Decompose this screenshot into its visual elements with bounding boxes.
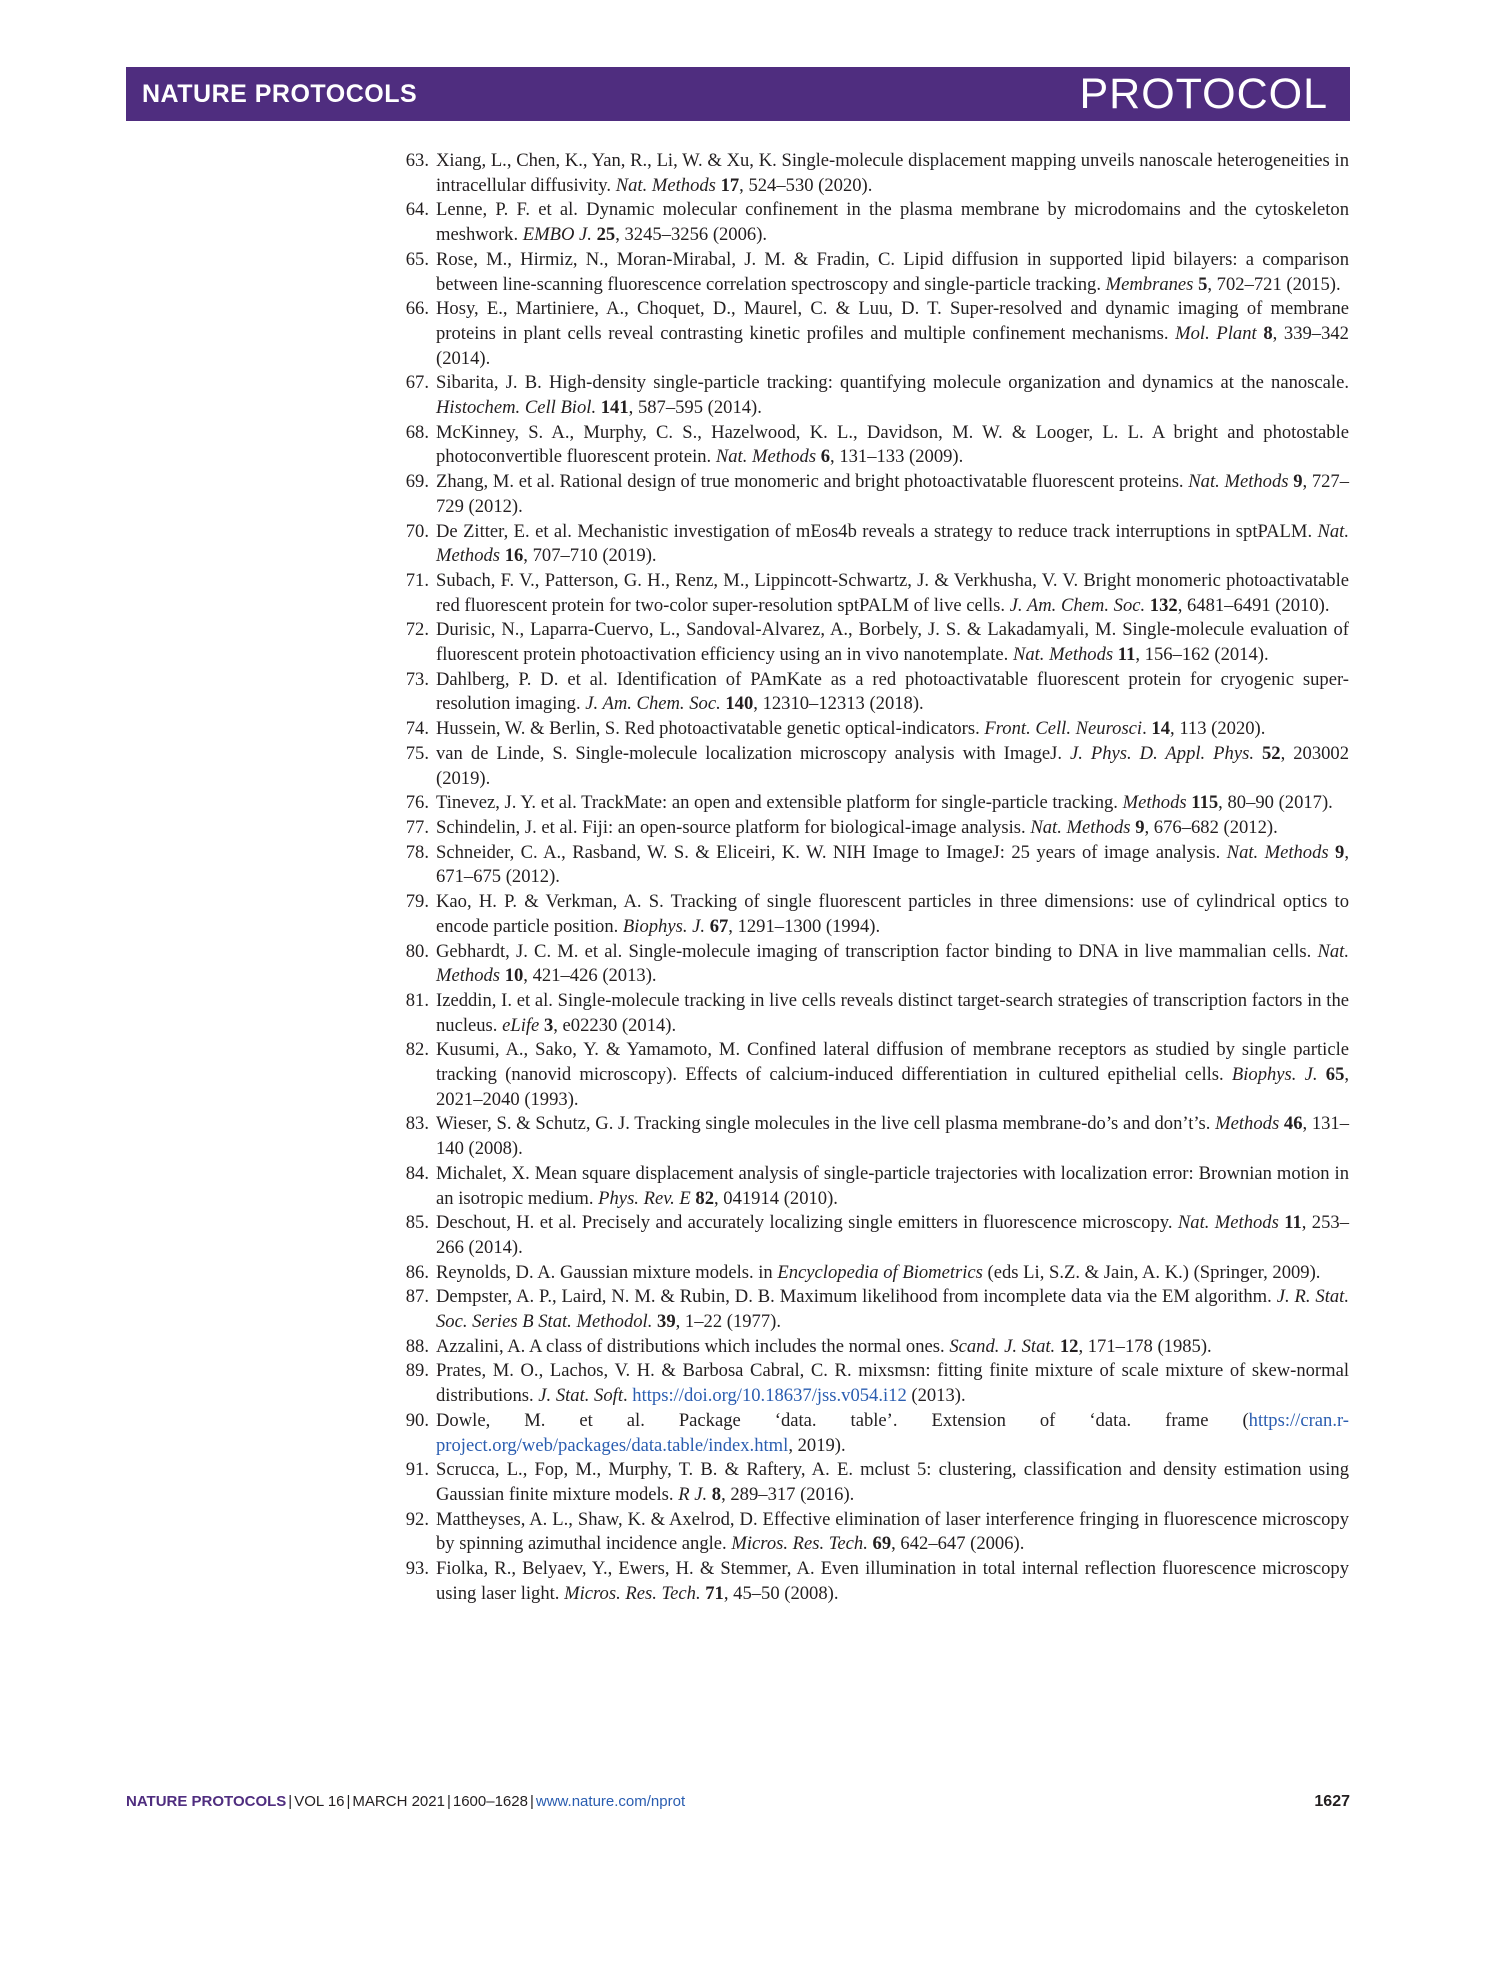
journal-title: Nat. Methods [1177,1212,1279,1234]
reference-text: , 587–595 (2014). [628,397,762,419]
reference-number: 68. [405,421,429,443]
reference-number: 92. [405,1508,429,1530]
reference-text: Hussein, W. & Berlin, S. Red photoactivatable genetic optical-indicators. [436,718,985,740]
volume-number: 52 [1261,742,1281,764]
journal-title: Membranes [1105,273,1194,295]
volume-number: 25 [596,224,616,246]
volume-number: 8 [1263,322,1273,344]
journal-title: Micros. Res. Tech. [731,1533,868,1555]
reference-text: , 1–22 (1977). [675,1311,781,1333]
volume-number: 11 [1284,1212,1302,1234]
reference-text: Kao, H. P. & Verkman, A. S. Tracking of single fluorescent particles in three dimensions: use of cylindrical optics to encode particle position. [436,891,1349,937]
reference-text: (eds Li, S.Z. & Jain, A. K.) (Springer, 2009). [982,1261,1321,1283]
reference-number: 84. [405,1162,429,1184]
reference-number: 70. [405,520,429,542]
reference-text: Xiang, L., Chen, K., Yan, R., Li, W. & Xu, K. Single-molecule displacement mapping unveils nanoscale heterogeneities in intracellular diffusivity. [436,150,1349,196]
journal-title: Scand. J. Stat. [949,1335,1056,1357]
reference-item [396,1508,1349,1557]
reference-text: Gebhardt, J. C. M. et al. Single-molecule imaging of transcription factor binding to DNA in live mammalian cells. [436,940,1318,962]
reference-text: Azzalini, A. A class of distributions which includes the normal ones. [436,1335,950,1357]
reference-text: , 80–90 (2017). [1218,792,1333,814]
section-label: PROTOCOL [1079,69,1328,118]
reference-item [396,421,1349,470]
reference-number: 76. [405,792,429,814]
reference-text: , 339–342 (2014). [436,322,1349,369]
reference-text: Michalet, X. Mean square displacement analysis of single-particle trajectories with localization error: Brownian motion in an isotropic medium. [436,1162,1349,1209]
volume-number: 10 [504,965,524,987]
reference-number: 87. [405,1286,429,1308]
reference-number: 72. [405,619,429,641]
reference-text: Prates, M. O., Lachos, V. H. & Barbosa Cabral, C. R. mixsmsn: fitting finite mixture of scale mixture of skew-normal distributions. [436,1360,1349,1407]
reference-link[interactable]: https://cran.r-project.org/web/packages/data.table/index.html [436,1409,1349,1456]
volume-number: 141 [600,397,629,419]
reference-number: 90. [405,1409,429,1431]
reference-text: van de Linde, S. Single-molecule localization microscopy analysis with ImageJ. [436,742,1070,764]
volume-number: 69 [872,1533,892,1555]
reference-text: Schindelin, J. et al. Fiji: an open-source platform for biological-image analysis. [436,816,1031,838]
reference-text: Durisic, N., Laparra-Cuervo, L., Sandoval-Alvarez, A., Borbely, J. S. & Lakadamyali, M. Single-molecule evaluation of fluorescent protein photoactivation efficiency using an in vivo nanotemplate. [436,619,1349,666]
reference-number: 75. [405,742,429,764]
volume-number: 9 [1135,816,1145,838]
reference-text [1318,1064,1326,1085]
volume-number: 82 [695,1187,714,1209]
reference-number: 63. [405,150,429,171]
footer-separator: | [446,1793,451,1810]
journal-title: J. Phys. D. Appl. Phys. [1070,742,1254,764]
reference-text: , 421–426 (2013). [523,965,657,987]
reference-item [396,1261,1349,1286]
reference-text: , 727–729 (2012). [436,471,1350,517]
volume-number: 115 [1191,792,1219,814]
journal-title: Nat. Methods [436,520,1349,567]
volume-number: 11 [1117,644,1136,666]
reference-item [396,1285,1349,1334]
reference-number: 81. [405,989,429,1011]
reference-text: Schneider, C. A., Rasband, W. S. & Eliceiri, K. W. NIH Image to ImageJ: 25 years of image analysis. [436,841,1227,863]
journal-title: Biophys. J. [1231,1064,1318,1086]
reference-item [396,198,1349,247]
reference-number: 85. [405,1212,429,1234]
reference-item [396,1359,1349,1408]
reference-number: 64. [405,199,429,221]
reference-number: 83. [405,1113,429,1135]
reference-text: Wieser, S. & Schutz, G. J. Tracking single molecules in the live cell plasma membrane-do’s and don’t’s. [436,1113,1216,1135]
volume-number: 39 [657,1311,676,1333]
reference-item [396,816,1349,841]
footer-volume: VOL 16 [294,1793,345,1810]
reference-list [396,149,1349,1606]
journal-title: Nat. Methods [436,940,1349,987]
reference-text: , 642–647 (2006). [891,1533,1025,1555]
reference-text: Dempster, A. P., Laird, N. M. & Rubin, D. B. Maximum likelihood from incomplete data via the EM algorithm. [436,1286,1277,1308]
journal-title: Nat. Methods [1012,644,1114,666]
reference-item [396,668,1349,717]
reference-text: , 203002 (2019). [436,742,1350,789]
reference-text: , 156–162 (2014). [1135,644,1269,666]
reference-number: 78. [405,841,429,863]
reference-number: 82. [405,1039,429,1061]
reference-text: , e02230 (2014). [553,1014,677,1036]
journal-title: Nat. Methods [1188,471,1289,493]
reference-item [396,1458,1349,1507]
volume-number: 17 [720,174,740,196]
reference-item [396,1557,1349,1606]
reference-item [396,149,1349,198]
journal-title: J. R. Stat. Soc. Series B Stat. Methodol. [436,1286,1349,1333]
reference-text: Kusumi, A., Sako, Y. & Yamamoto, M. Confined lateral diffusion of membrane receptors as studied by single particle tracking (nanovid microscopy). Effects of calcium-induced differentiation in cultured epithelial cells. [436,1039,1349,1086]
reference-text: Reynolds, D. A. Gaussian mixture models. in [436,1261,778,1283]
reference-number: 79. [405,891,429,913]
reference-text: , 6481–6491 (2010). [1177,594,1330,616]
footer-journal: NATURE PROTOCOLS [126,1793,287,1810]
reference-item [396,520,1349,569]
reference-item [396,1211,1349,1260]
reference-item [396,989,1349,1038]
reference-number: 93. [405,1558,429,1580]
reference-text: Mattheyses, A. L., Shaw, K. & Axelrod, D. Effective elimination of laser interference fringing in fluorescence microscopy by spinning azimuthal incidence angle. [436,1508,1349,1555]
reference-text: , 12310–12313 (2018). [753,693,924,715]
reference-number: 86. [405,1261,429,1283]
footer-url-link[interactable]: www.nature.com/nprot [535,1793,686,1810]
volume-number: 6 [820,446,831,468]
reference-text: (2013). [906,1385,966,1407]
reference-item [396,1038,1349,1112]
journal-title: R J. [678,1483,708,1505]
volume-number: 8 [711,1483,722,1505]
reference-item [396,248,1349,297]
journal-title: Biophys. J. [622,915,706,937]
journal-title: Nat. Methods [1226,841,1329,863]
page-number: 1627 [1314,1793,1350,1810]
reference-text [1254,743,1262,764]
reference-item [396,470,1349,519]
reference-text: McKinney, S. A., Murphy, C. S., Hazelwood, K. L., Davidson, M. W. & Looger, L. L. A bright and photostable photoconvertible fluorescent protein. [436,421,1349,468]
reference-number: 77. [405,816,429,838]
reference-text: , 131–140 (2008). [436,1113,1350,1160]
reference-text: , 131–133 (2009). [830,446,964,468]
reference-number: 69. [405,471,429,493]
journal-title: Phys. Rev. E [598,1187,691,1209]
reference-item [396,1335,1349,1360]
reference-text: Hosy, E., Martiniere, A., Choquet, D., Maurel, C. & Luu, D. T. Super-resolved and dynamic imaging of membrane proteins in plant cells reveal contrasting kinetic profiles and multiple confinement mechanisms. [436,298,1349,344]
reference-text: , 707–710 (2019). [523,545,657,567]
footer-pages: 1600–1628 [452,1793,528,1810]
journal-title: Methods [1122,792,1187,814]
volume-number: 132 [1149,594,1178,616]
reference-item [396,841,1349,890]
footer-citation [126,1793,685,1810]
reference-text: Rose, M., Hirmiz, N., Moran-Mirabal, J. M. & Fradin, C. Lipid diffusion in supported lipid bilayers: a comparison between line-scanning fluorescence correlation spectroscopy and single-particle tracking. [436,248,1349,295]
reference-item [396,1409,1349,1458]
reference-text: , 171–178 (1985). [1078,1335,1212,1357]
reference-item [396,890,1349,939]
journal-title: Nat. Methods [615,174,716,196]
reference-number: 67. [405,372,429,394]
reference-number: 65. [405,248,429,270]
reference-text: , 289–317 (2016). [721,1483,855,1505]
reference-number: 66. [405,298,429,320]
reference-text: Subach, F. V., Patterson, G. H., Renz, M., Lippincott-Schwartz, J. & Verkhusha, V. V. Bright monomeric photoactivatable red fluorescent protein for two-color super-resolution sptPALM of live cells. [436,569,1349,616]
footer-separator: | [529,1793,534,1810]
volume-number: 14 [1151,718,1171,740]
journal-title: Nat. Methods [715,446,817,468]
reference-item [396,371,1349,420]
journal-title: J. Am. Chem. Soc. [1009,594,1146,616]
volume-number: 5 [1198,273,1208,295]
reference-text: , 253–266 (2014). [436,1212,1349,1258]
reference-text: , 1291–1300 (1994). [728,915,881,937]
journal-title: Front. Cell. Neurosci [984,718,1143,740]
reference-item [396,569,1349,618]
reference-text: , 113 (2020). [1170,718,1266,740]
journal-title: Micros. Res. Tech. [564,1582,701,1604]
reference-text: , 671–675 (2012). [436,841,1349,888]
volume-number: 71 [705,1582,724,1604]
journal-title: Encyclopedia of Biometrics [777,1261,983,1283]
reference-number: 89. [405,1360,429,1382]
reference-text: , 676–682 (2012). [1144,816,1278,838]
volume-number: 16 [504,545,524,567]
reference-number: 74. [405,718,429,740]
journal-title: Mol. Plant [1175,322,1257,344]
journal-title: Methods [1215,1113,1280,1135]
journal-title: eLife [502,1014,540,1036]
reference-text: Dowle, M. et al. Package ‘data. table’. Extension of ‘data. frame ( [436,1409,1249,1431]
reference-text: Sibarita, J. B. High-density single-particle tracking: quantifying molecule organization and dynamics at the nanoscale. [436,372,1349,394]
footer-separator: | [288,1793,293,1810]
reference-text: , 3245–3256 (2006). [615,224,768,246]
reference-item [396,791,1349,816]
reference-item [396,717,1349,742]
reference-number: 91. [405,1459,429,1481]
reference-item [396,1112,1349,1161]
reference-text: , 041914 (2010). [713,1187,838,1209]
reference-text: Izeddin, I. et al. Single-molecule tracking in live cells reveals distinct target-search strategies of transcription factors in the nucleus. [436,989,1349,1036]
reference-item [396,618,1349,667]
reference-text: , 45–50 (2008). [723,1582,839,1604]
reference-number: 71. [405,569,429,591]
reference-text: . [1142,718,1147,740]
reference-item [396,742,1349,791]
journal-title: Histochem. Cell Biol. [436,397,597,419]
header-bar [126,67,1350,121]
journal-title: EMBO J. [522,224,592,246]
reference-item [396,297,1349,371]
reference-text: De Zitter, E. et al. Mechanistic investigation of mEos4b reveals a strategy to reduce track interruptions in sptPALM. [436,520,1318,542]
reference-number: 80. [405,940,429,962]
reference-item [396,1162,1349,1211]
reference-text: , 2021–2040 (1993). [436,1064,1350,1110]
reference-text: , 2019). [788,1434,846,1456]
reference-text: Lenne, P. F. et al. Dynamic molecular confinement in the plasma membrane by microdomains and the cytoskeleton meshwork. [436,199,1349,246]
volume-number: 46 [1283,1113,1303,1135]
journal-title: Nat. Methods [1030,816,1131,838]
reference-text: Fiolka, R., Belyaev, Y., Ewers, H. & Stemmer, A. Even illumination in total internal reflection fluorescence microscopy using laser light. [436,1558,1349,1604]
reference-number: 73. [405,668,429,690]
reference-text: Dahlberg, P. D. et al. Identification of PAmKate as a red photoactivatable fluorescent protein for cryogenic super-resolution imaging. [436,668,1349,715]
reference-number: 88. [405,1335,429,1357]
footer-separator: | [346,1793,351,1810]
reference-text: Zhang, M. et al. Rational design of true monomeric and bright photoactivatable fluorescent proteins. [436,471,1189,493]
volume-number: 3 [543,1014,554,1036]
volume-number: 140 [725,693,754,715]
footer-date: MARCH 2021 [352,1793,445,1810]
reference-text: Deschout, H. et al. Precisely and accurately localizing single emitters in fluorescence microscopy. [436,1212,1178,1234]
reference-text: . [622,1385,633,1407]
volume-number: 9 [1293,471,1303,493]
reference-link[interactable]: https://doi.org/10.18637/jss.v054.i12 [632,1385,907,1407]
reference-text: Scrucca, L., Fop, M., Murphy, T. B. & Raftery, A. E. mclust 5: clustering, classification and density estimation using Gaussian finite mixture models. [436,1459,1349,1505]
volume-number: 65 [1325,1064,1345,1086]
volume-number: 67 [709,915,729,937]
reference-item [396,940,1349,989]
reference-text: Tinevez, J. Y. et al. TrackMate: an open and extensible platform for single-particle tracking. [436,792,1123,814]
reference-text: , 524–530 (2020). [739,174,873,196]
journal-title: J. Am. Chem. Soc. [585,693,721,715]
reference-text: , 702–721 (2015). [1207,273,1341,295]
journal-name: NATURE PROTOCOLS [142,79,418,108]
journal-title: J. Stat. Soft [538,1385,623,1407]
volume-number: 12 [1059,1335,1079,1357]
volume-number: 9 [1335,841,1345,863]
